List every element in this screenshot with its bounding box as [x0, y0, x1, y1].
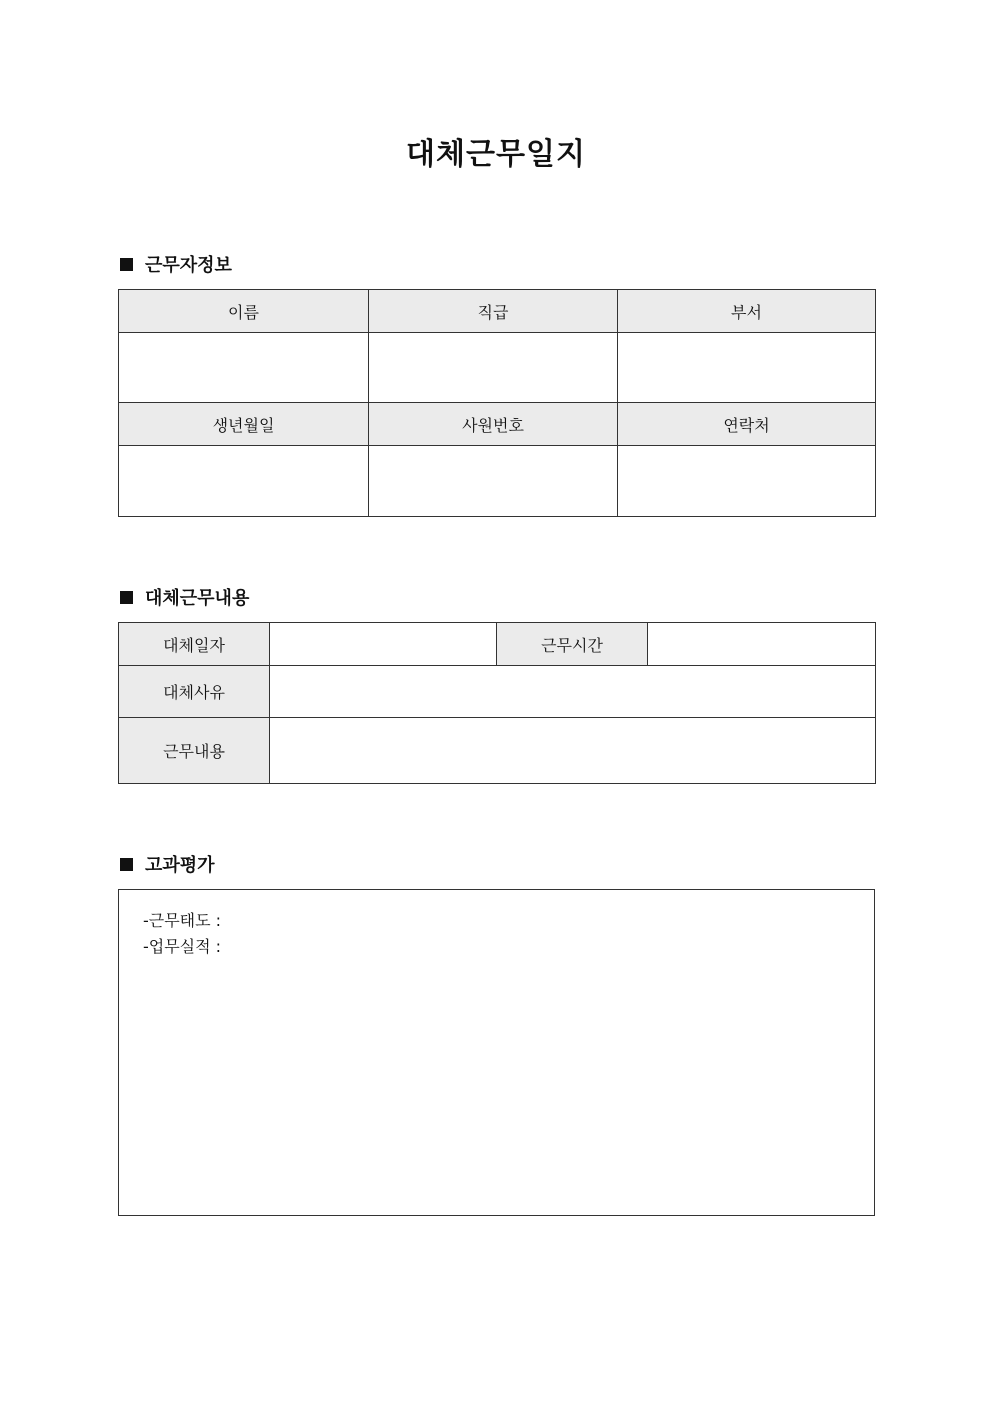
- evaluation-heading-text: 고과평가: [145, 855, 215, 876]
- worker-info-heading: [120, 251, 232, 277]
- work-content-table: [118, 622, 876, 784]
- work-hours-label: 근무시간: [497, 623, 648, 666]
- department-field[interactable]: [618, 333, 876, 403]
- worker-info-label-row-2: [119, 403, 876, 446]
- content-row: [119, 718, 876, 784]
- square-bullet-icon: [120, 258, 133, 271]
- worker-info-input-row: [119, 333, 876, 403]
- substitute-date-label: 대체일자: [119, 623, 270, 666]
- worker-info-label-row: [119, 290, 876, 333]
- contact-label: 연락처: [618, 403, 876, 446]
- reason-row: [119, 666, 876, 718]
- work-hours-field[interactable]: [648, 623, 876, 666]
- department-label: 부서: [618, 290, 876, 333]
- name-label: 이름: [119, 290, 369, 333]
- worker-info-heading-text: 근무자정보: [145, 255, 232, 276]
- substitute-date-field[interactable]: [270, 623, 497, 666]
- date-time-row: [119, 623, 876, 666]
- work-performance-line: -업무실적 :: [143, 937, 222, 956]
- evaluation-box[interactable]: [118, 889, 875, 1216]
- work-content-label: 근무내용: [119, 718, 270, 784]
- square-bullet-icon: [120, 591, 133, 604]
- worker-info-input-row-2: [119, 446, 876, 517]
- page-title: 대체근무일지: [406, 137, 586, 172]
- name-field[interactable]: [119, 333, 369, 403]
- work-content-heading: [120, 584, 249, 610]
- work-attitude-line: -근무태도 :: [143, 911, 222, 930]
- work-content-heading-text: 대체근무내용: [145, 588, 250, 609]
- employee-number-label: 사원번호: [369, 403, 618, 446]
- work-content-field[interactable]: [270, 718, 876, 784]
- birthdate-field[interactable]: [119, 446, 369, 517]
- contact-field[interactable]: [618, 446, 876, 517]
- substitute-reason-field[interactable]: [270, 666, 876, 718]
- position-field[interactable]: [369, 333, 618, 403]
- worker-info-table: [118, 289, 876, 517]
- square-bullet-icon: [120, 858, 133, 871]
- position-label: 직급: [369, 290, 618, 333]
- evaluation-heading: [120, 851, 215, 877]
- substitute-reason-label: 대체사유: [119, 666, 270, 718]
- employee-number-field[interactable]: [369, 446, 618, 517]
- birthdate-label: 생년월일: [119, 403, 369, 446]
